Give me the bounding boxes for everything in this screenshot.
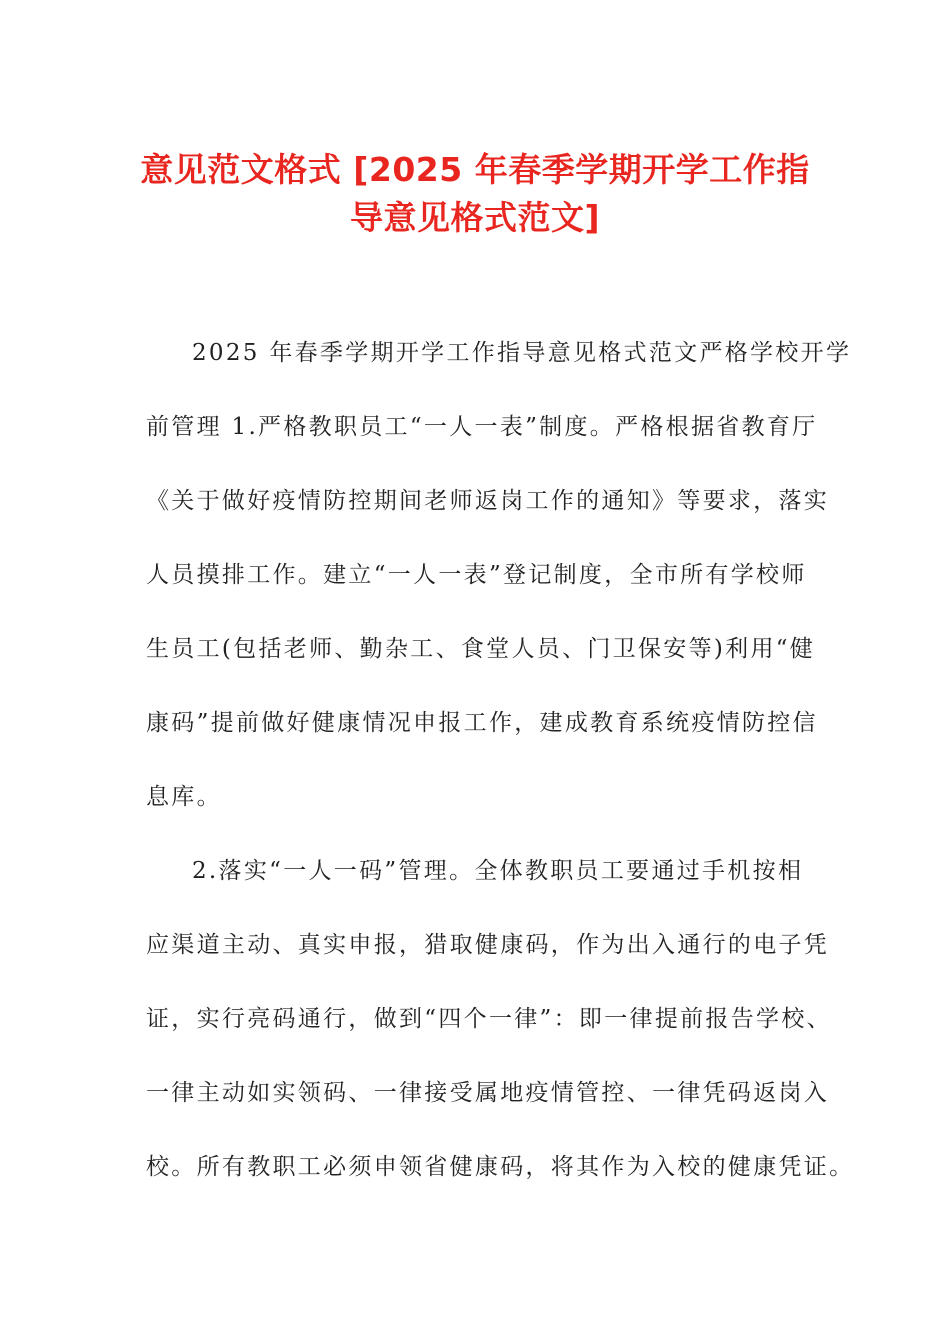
title-line: 意见范文格式 [2025 年春季学期开学工作指 (140, 150, 810, 189)
paragraph-line: 康码”提前做好健康情况申报工作，建成教育系统疫情防控信 (146, 710, 818, 736)
title-line: 导意见格式范文] (349, 198, 601, 237)
paragraph-line: 一律主动如实领码、一律接受属地疫情管控、一律凭码返岗入 (146, 1080, 830, 1106)
paragraph-2 (146, 834, 855, 1204)
document-title (120, 146, 830, 242)
paragraph-line: 前管理 1.严格教职员工“一人一表”制度。严格根据省教育厅 (146, 414, 818, 440)
paragraph-line: 《关于做好疫情防控期间老师返岗工作的通知》等要求，落实 (146, 488, 830, 514)
paragraph-line: 证，实行亮码通行，做到“四个一律”：即一律提前报告学校、 (146, 1006, 832, 1032)
paragraph-line: 应渠道主动、真实申报，猎取健康码，作为出入通行的电子凭 (146, 932, 830, 958)
paragraph-1 (146, 316, 852, 834)
paragraph-line: 生员工(包括老师、勤杂工、食堂人员、门卫保安等)利用“健 (146, 636, 816, 662)
paragraph-line: 2.落实“一人一码”管理。全体教职员工要通过手机按相 (192, 858, 804, 884)
paragraph-line: 息库。 (146, 784, 222, 810)
paragraph-line: 校。所有教职工必须申领省健康码，将其作为入校的健康凭证。 (146, 1154, 855, 1180)
paragraph-line: 2025 年春季学期开学工作指导意见格式范文严格学校开学 (192, 340, 852, 366)
paragraph-line: 人员摸排工作。建立“一人一表”登记制度，全市所有学校师 (146, 562, 807, 588)
